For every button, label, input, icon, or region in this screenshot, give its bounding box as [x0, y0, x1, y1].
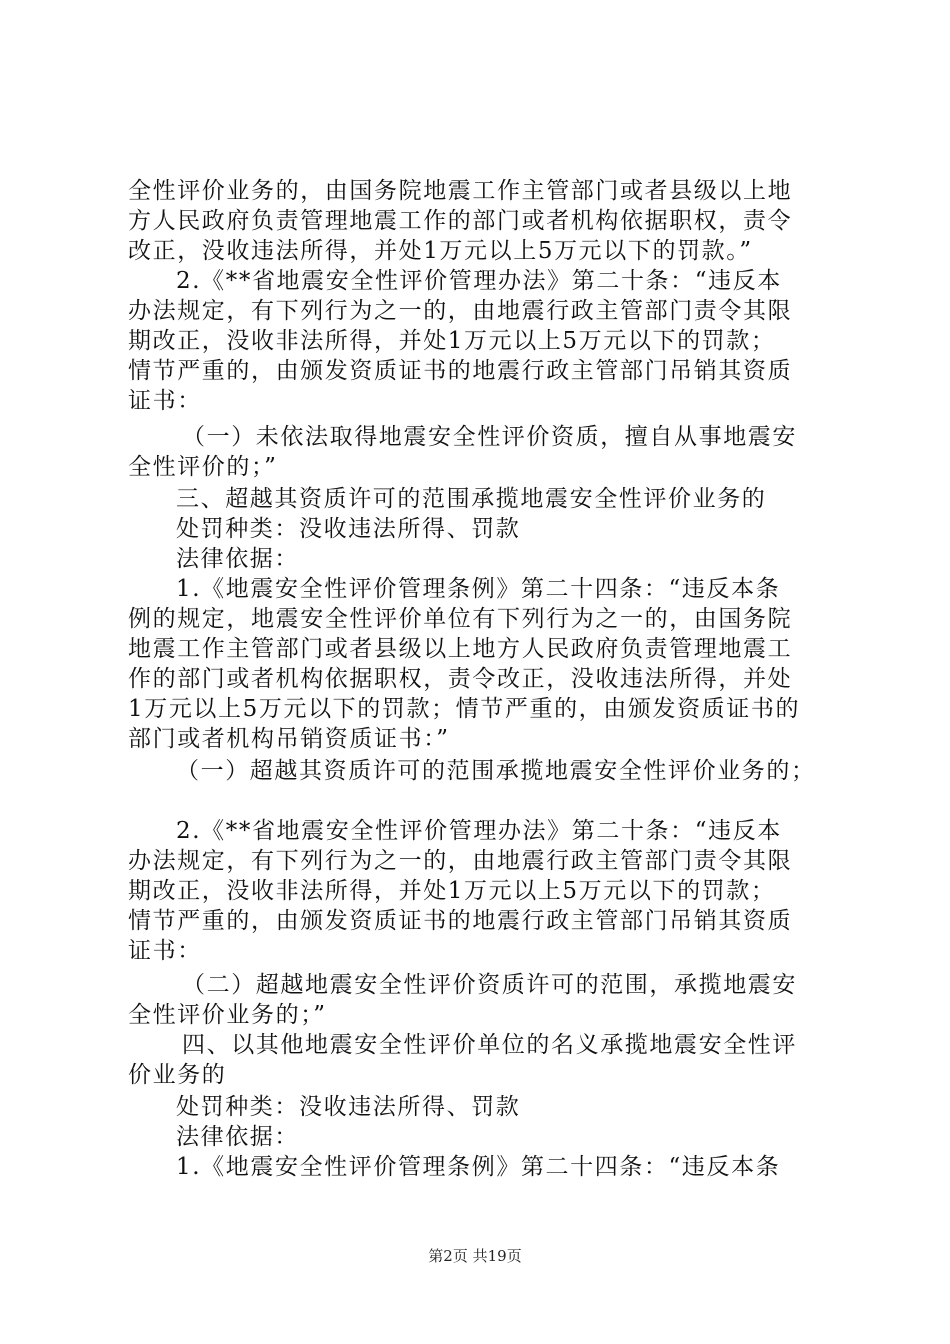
text-line: 例的规定，地震安全性评价单位有下列行为之一的，由国务院	[128, 606, 793, 632]
text-line: 部门或者机构吊销资质证书：”	[128, 726, 450, 752]
section-heading: 三、超越其资质许可的范围承揽地震安全性评价业务的	[176, 486, 767, 512]
text-line: 方人民政府负责管理地震工作的部门或者机构依据职权，责令	[128, 208, 793, 234]
text-line: 地震工作主管部门或者县级以上地方人民政府负责管理地震工	[128, 636, 793, 662]
text-line: 法律依据：	[176, 546, 299, 572]
text-line: 2.《**省地震安全性评价管理办法》第二十条：“违反本	[176, 268, 782, 294]
text-line: 1.《地震安全性评价管理条例》第二十四条：“违反本条	[176, 576, 781, 602]
text-line: （一）超越其资质许可的范围承揽地震安全性评价业务的；	[176, 758, 816, 784]
text-line: 期改正，没收非法所得，并处1万元以上5万元以下的罚款；	[128, 328, 776, 354]
text-line: 全性评价业务的，由国务院地震工作主管部门或者县级以上地	[128, 178, 793, 204]
text-line: （二）超越地震安全性评价资质许可的范围，承揽地震安	[182, 972, 797, 998]
text-line: 改正，没收违法所得，并处1万元以上5万元以下的罚款。”	[128, 238, 753, 264]
text-line: 证书：	[128, 938, 202, 964]
text-line: 2.《**省地震安全性评价管理办法》第二十条：“违反本	[176, 818, 782, 844]
text-line: 1.《地震安全性评价管理条例》第二十四条：“违反本条	[176, 1154, 781, 1180]
text-line: （一）未依法取得地震安全性评价资质，擅自从事地震安	[182, 424, 797, 450]
text-line: 处罚种类：没收违法所得、罚款	[176, 1094, 521, 1120]
text-line: 期改正，没收非法所得，并处1万元以上5万元以下的罚款；	[128, 878, 776, 904]
text-line: 法律依据：	[176, 1124, 299, 1150]
page-number-footer: 第2页 共19页	[428, 1247, 522, 1265]
text-line: 证书：	[128, 388, 202, 414]
text-line: 全性评价业务的；”	[128, 1002, 327, 1028]
text-line: 处罚种类：没收违法所得、罚款	[176, 516, 521, 542]
text-line: 情节严重的，由颁发资质证书的地震行政主管部门吊销其资质	[128, 908, 793, 934]
text-line: 1万元以上5万元以下的罚款；情节严重的，由颁发资质证书的	[128, 696, 801, 722]
text-line: 作的部门或者机构依据职权，责令改正，没收违法所得，并处	[128, 666, 793, 692]
text-line: 情节严重的，由颁发资质证书的地震行政主管部门吊销其资质	[128, 358, 793, 384]
text-line: 全性评价的；”	[128, 454, 278, 480]
text-line: 办法规定，有下列行为之一的，由地震行政主管部门责令其限	[128, 848, 793, 874]
section-heading: 四、以其他地震安全性评价单位的名义承揽地震安全性评	[182, 1032, 797, 1058]
text-line: 办法规定，有下列行为之一的，由地震行政主管部门责令其限	[128, 298, 793, 324]
section-heading: 价业务的	[128, 1062, 227, 1088]
